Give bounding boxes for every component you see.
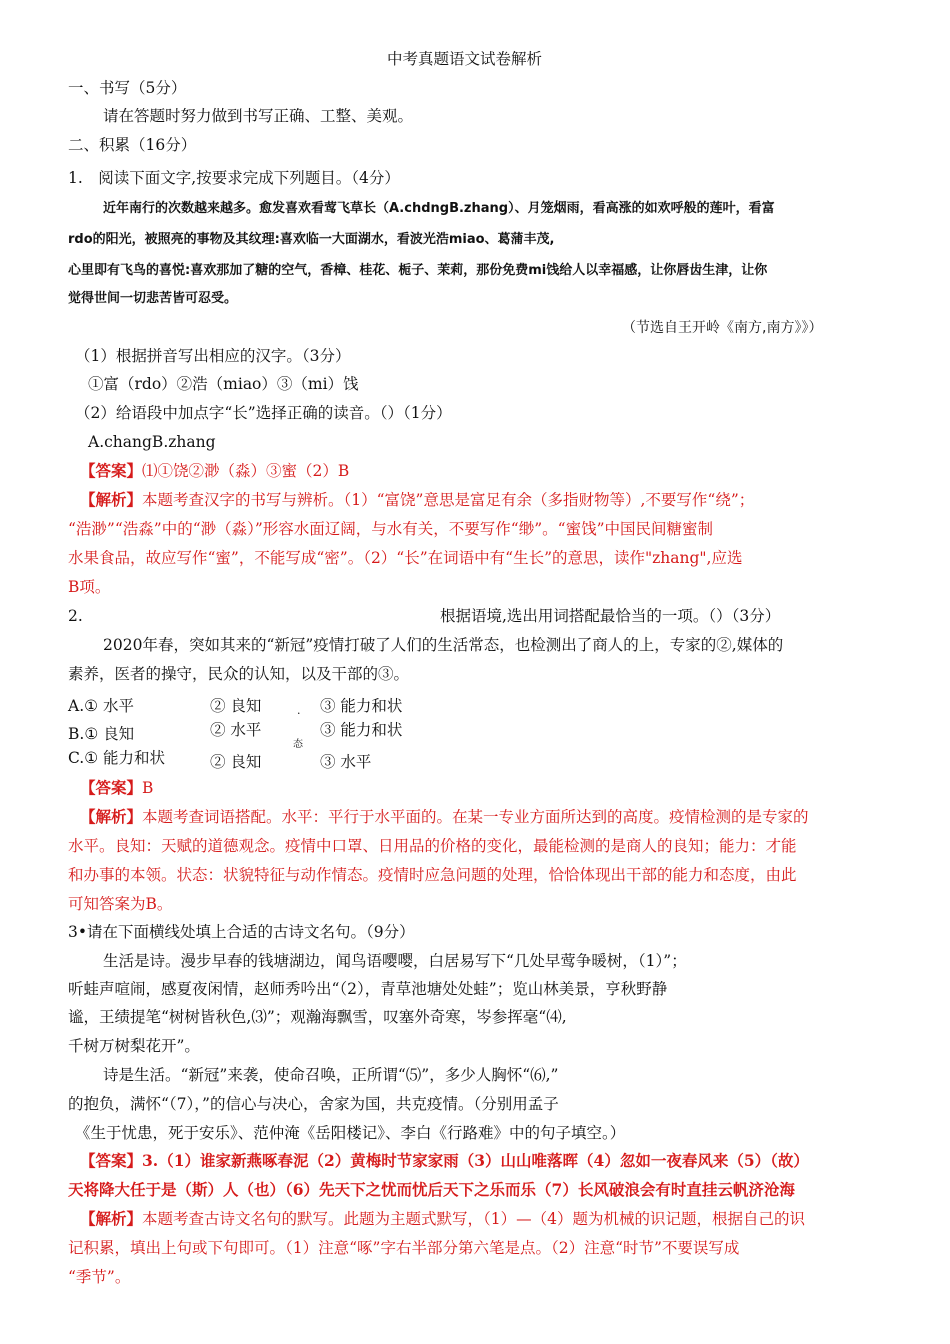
q3-passage-line: 诗是生活。“新冠”来袭，使命召唤，正所谓“⑸”，多少人胸怀“⑹,” <box>103 1066 559 1084</box>
q3-analysis-line: 记积累，填出上句或下句即可。（1）注意“啄”字右半部分第六笔是点。（2）注意“时节”不要误写成 <box>68 1239 740 1257</box>
q3-passage-line: 《生于忧患，死于安乐》、范仲淹《岳阳楼记》、李白《行路难》中的句子填空。） <box>75 1124 626 1142</box>
q3-passage-line: 的抱负，满怀“（7），”的信心与决心，舍家为国，共克疫情。（分别用孟子 <box>68 1095 559 1113</box>
q2-option-b: B.① 良知 <box>68 725 135 743</box>
q2-passage-line: 2020年春，突如其来的“新冠”疫情打破了人们的生活常态，也检测出了商人的上，专家的②,媒体的 <box>103 636 784 654</box>
q2-option-b: ② 水平 <box>210 721 262 739</box>
page-title: 中考真题语文试卷解析 <box>387 50 543 68</box>
q1-sub1: （1）根据拼音写出相应的汉字。（3分） <box>75 347 351 365</box>
q3-answer-line: 天将降大任于是（斯）人（也）（6）先天下之忧而忧后天下之乐而乐（7）长风破浪会有时直挂云帆济沧海 <box>68 1180 795 1199</box>
q1-answer <box>80 461 349 481</box>
stray-mark: · <box>297 707 301 720</box>
q1-analysis-line: 水果食品，故应写作“蜜”，不能写成“密”。（2）“长”在词语中有“生长”的意思，读作"zhang",应选 <box>68 549 743 567</box>
answer-text: ⑴①饶②渺（淼）③蜜（2）B <box>142 462 350 480</box>
q2-answer <box>80 778 153 798</box>
analysis-tag: 【解析】 <box>80 490 143 509</box>
section2-heading: 二、积累（16分） <box>68 136 197 154</box>
q1-analysis-line <box>80 490 754 510</box>
answer-tag: 【答案】 <box>80 778 143 797</box>
q2-option-c: ② 良知 <box>210 753 262 771</box>
q3-answer-line <box>80 1151 809 1171</box>
analysis-text: 本题考查汉字的书写与辨析。（1）“富饶”意思是富足有余（多指财物等）,不要写作“绕”； <box>142 491 755 509</box>
q2-analysis-line: 水平。良知：天赋的道德观念。疫情中口罩、日用品的价格的变化，最能检测的是商人的良知；能力：才能 <box>68 837 797 855</box>
q2-passage-line: 素养，医者的操守，民众的认知，以及干部的③。 <box>68 665 410 683</box>
q1-sub2: （2）给语段中加点字“长”选择正确的读音。（）（1分） <box>75 404 452 422</box>
answer-text: B <box>142 779 154 797</box>
q2-analysis-line <box>80 807 809 827</box>
answer-tag: 【答案】 <box>80 461 143 480</box>
section1-heading: 一、书写（5分） <box>68 79 187 97</box>
q3-passage-line: 生活是诗。漫步早春的钱塘湖边，闻鸟语嘤嘤，白居易写下“几处早莺争暖树，（1）”； <box>103 952 687 970</box>
answer-text: 3.（1）谁家新燕啄春泥（2）黄梅时节家家雨（3）山山唯落晖（4）忽如一夜春风来（5）（故） <box>142 1151 809 1170</box>
q2-analysis-line: 可知答案为B。 <box>68 895 173 913</box>
q3-analysis-line: “季节”。 <box>68 1268 131 1286</box>
q1-analysis-line: B项。 <box>68 578 111 596</box>
stray-mark: 态 <box>293 739 303 750</box>
q2-option-b: ③ 能力和状 <box>320 721 403 739</box>
q1-analysis-line: “浩渺”“浩淼”中的“渺（淼）”形容水面辽阔，与水有关，不要写作“缈”。“蜜饯”中国民间糖蜜制 <box>68 520 713 538</box>
answer-tag: 【答案】 <box>80 1151 143 1170</box>
q1-passage-line: 觉得世间一切悲苦皆可忍受。 <box>68 291 238 306</box>
analysis-text: 本题考查词语搭配。水平：平行于水平面的。在某一专业方面所达到的高度。疫情检测的是专家的 <box>142 808 809 826</box>
q2-option-a: A.① 水平 <box>68 697 134 715</box>
q2-number: 2. <box>68 607 83 625</box>
analysis-tag: 【解析】 <box>80 807 143 826</box>
q1-passage-line: rdo的阳光，被照亮的事物及其纹理:喜欢临一大面湖水，看波光浩miao、葛蒲丰茂, <box>68 232 555 247</box>
q1-sub1-items: ①富（rdo）②浩（miao）③（mi）饯 <box>88 375 359 393</box>
q3-stem: 3•请在下面横线处填上合适的古诗文名句。（9分） <box>68 923 415 941</box>
q2-analysis-line: 和办事的本领。状态：状貌特征与动作情态。疫情时应急问题的处理，恰恰体现出干部的能力和态度，由此 <box>68 866 797 884</box>
q2-option-a: ② 良知 <box>210 697 262 715</box>
q2-option-c: ③ 水平 <box>320 753 372 771</box>
q1-passage-line: 近年南行的次数越来越多。愈发喜欢看莺飞草长（A.chdngB.zhang）、月笼烟雨，看高涨的如欢呼般的莲叶，看富 <box>103 201 775 216</box>
q2-option-a: ③ 能力和状 <box>320 697 403 715</box>
q3-passage-line: 千树万树梨花开”。 <box>68 1037 200 1055</box>
q2-option-c: C.① 能力和状 <box>68 749 166 767</box>
q1-sub2-options: A.changB.zhang <box>88 433 216 451</box>
q2-stem: 根据语境,选出用词搭配最恰当的一项。（）（3分） <box>440 607 781 625</box>
section1-text: 请在答题时努力做到书写正确、工整、美观。 <box>103 107 414 125</box>
q3-analysis-line <box>80 1209 805 1229</box>
q1-stem: 1. 阅读下面文字,按要求完成下列题目。（4分） <box>68 169 400 187</box>
analysis-text: 本题考查古诗文名句的默写。此题为主题式默写，（1）—（4）题为机械的识记题，根据自己的识 <box>142 1210 805 1228</box>
q3-passage-line: 听蛙声喧闹，感夏夜闲情，赵师秀吟出“（2），青草池塘处处蛙”；览山林美景，亨秋野静 <box>68 980 668 998</box>
q1-passage-line: 心里即有飞鸟的喜悦:喜欢那加了糖的空气，香樟、桂花、栀子、茉莉，那份免费mi饯给人以幸福感，让你唇齿生津，让你 <box>68 263 768 278</box>
q3-passage-line: 谧，王绩提笔“树树皆秋色,⑶”；观瀚海飘雪，叹塞外奇寒，岑参挥毫“⑷, <box>68 1008 567 1026</box>
analysis-tag: 【解析】 <box>80 1209 143 1228</box>
q1-source: （节选自王开岭《南方,南方》》） <box>622 320 823 336</box>
